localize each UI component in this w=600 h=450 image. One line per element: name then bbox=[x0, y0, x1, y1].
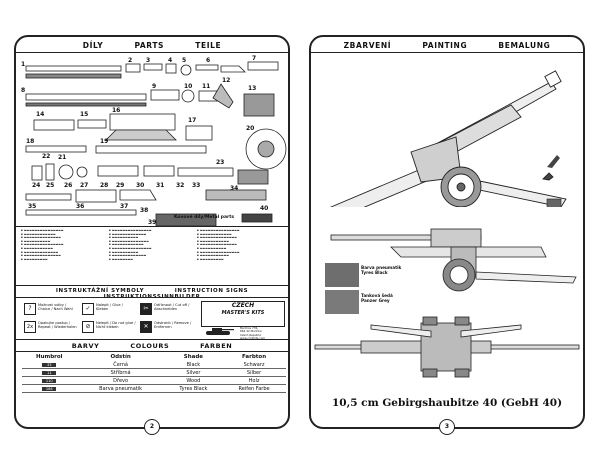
colours-header-cz: BARVY bbox=[71, 342, 100, 350]
svg-text:11: 11 bbox=[202, 83, 211, 90]
svg-text:40: 40 bbox=[260, 205, 269, 212]
symbols-header-de: INSTRUKTIONSSINNBILDER bbox=[103, 294, 201, 300]
svg-text:35: 35 bbox=[28, 203, 37, 210]
tank-logo-icon bbox=[204, 327, 234, 337]
parts-header bbox=[16, 41, 288, 50]
svg-text:16: 16 bbox=[112, 107, 121, 114]
svg-text:21: 21 bbox=[58, 154, 67, 161]
shade-de: Reifen Farbe bbox=[222, 385, 286, 393]
svg-text:36: 36 bbox=[76, 203, 85, 210]
shade-cz: Stříbrná bbox=[77, 369, 165, 377]
svg-text:10: 10 bbox=[184, 83, 193, 90]
shade-en: Black bbox=[165, 361, 222, 369]
howitzer-perspective-drawing bbox=[311, 57, 583, 207]
svg-text:18: 18 bbox=[26, 138, 35, 145]
svg-text:27: 27 bbox=[80, 182, 89, 189]
tyres-black-swatch bbox=[325, 263, 359, 287]
svg-text:38: 38 bbox=[140, 207, 149, 214]
page-number: 3 bbox=[439, 419, 455, 435]
shade-en: Tyres Black bbox=[165, 385, 222, 393]
humbrol-code: 11 bbox=[42, 371, 56, 375]
header-de: BEMALUNG bbox=[498, 41, 551, 50]
address-line: Czech Republic bbox=[240, 332, 262, 337]
svg-text:34: 34 bbox=[230, 185, 239, 192]
symbol-label: Odříznout / Cut off / Abschneiden bbox=[154, 303, 190, 311]
shade-cz: Dřevo bbox=[77, 377, 165, 385]
parts-diagram bbox=[16, 54, 288, 226]
cut-off-icon: ✂ bbox=[140, 303, 152, 315]
instructions-de: ▪ ▬▬▬▬▬▬▬▬▬▬▬▬▬▬▬ ▪ ▬▬▬▬▬▬▬▬▬▬▬▬ ▪ ▬▬▬▬▬▬▬▬▬▬▬▬▬▬ ▪ ▬▬▬▬▬▬▬▬▬▬▬ ▪ ▬▬▬▬▬▬▬▬▬▬▬▬▬▬ ▪ ▬▬▬▬▬▬▬▬▬▬ ▪ ▬▬▬▬▬▬▬▬▬▬▬▬▬▬▬ ▪ ▬▬▬▬▬▬▬▬▬▬▬ ▪ ▬▬▬▬▬▬▬▬▬ bbox=[197, 228, 240, 261]
instructions-cz: ▪ ▬▬▬▬▬▬▬▬▬▬▬▬▬▬▬ ▪ ▬▬▬▬▬▬▬▬▬▬▬▬ ▪ ▬▬▬▬▬▬▬▬▬▬▬▬▬▬ ▪ ▬▬▬▬▬▬▬▬▬▬ ▪ ▬▬▬▬▬▬▬▬▬▬▬▬▬▬▬ ▪ ▬▬▬▬▬▬▬▬▬▬▬ ▪ ▬▬▬▬▬▬▬▬▬▬▬▬▬ ▪ ▬▬▬▬▬▬▬▬▬▬▬▬▬▬ ▪ ▬▬▬▬▬▬▬▬▬ bbox=[21, 228, 64, 261]
symbol-label: Odstranit / Remove / Entfernen bbox=[154, 321, 192, 329]
instructions-en: ▪ ▬▬▬▬▬▬▬▬▬▬▬▬▬▬▬ ▪ ▬▬▬▬▬▬▬▬▬▬▬▬▬ ▪ ▬▬▬▬▬▬▬▬▬▬ ▪ ▬▬▬▬▬▬▬▬▬▬▬▬▬▬ ▪ ▬▬▬▬▬▬▬▬▬▬▬▬ ▪ ▬▬▬▬▬▬▬▬▬▬▬▬▬▬▬ ▪ ▬▬▬▬▬▬▬▬▬▬ ▪ ▬▬▬▬▬▬▬▬▬▬▬▬▬ ▪ ▬▬▬▬▬▬▬▬ bbox=[109, 228, 152, 261]
svg-text:32: 32 bbox=[176, 182, 185, 189]
svg-text:2: 2 bbox=[128, 57, 133, 64]
page-number: 2 bbox=[144, 419, 160, 435]
painting-header bbox=[311, 41, 583, 50]
header-de: TEILE bbox=[195, 41, 222, 50]
column-header: Farbton bbox=[241, 354, 267, 360]
shade-de: Silber bbox=[222, 369, 286, 377]
humbrol-code: 110 bbox=[42, 379, 56, 383]
svg-text:5: 5 bbox=[182, 57, 187, 64]
svg-text:20: 20 bbox=[246, 125, 255, 132]
table-row bbox=[22, 377, 286, 385]
model-title: 10,5 cm Gebirgshaubitze 40 (GebH 40) bbox=[331, 397, 563, 409]
colours-header bbox=[16, 342, 288, 350]
column-header: Humbrol bbox=[35, 354, 63, 360]
svg-text:4: 4 bbox=[168, 57, 173, 64]
svg-text:22: 22 bbox=[42, 153, 51, 160]
symbol-label: Opakujte postup / Repeat / Wiederholen bbox=[38, 321, 77, 329]
header-rule bbox=[311, 52, 583, 53]
svg-text:37: 37 bbox=[120, 203, 129, 210]
repeat-icon: 2x bbox=[24, 321, 36, 333]
shade-de: Schwarz bbox=[222, 361, 286, 369]
text-section-rule bbox=[16, 226, 288, 227]
shade-en: Silver bbox=[165, 369, 222, 377]
symbol-label: Možnost volby / Choice / Nach Wahl bbox=[38, 303, 73, 311]
swatch-label-en: Panzer Grey bbox=[361, 298, 390, 303]
header-cz: DÍLY bbox=[82, 41, 104, 50]
table-row bbox=[22, 361, 286, 369]
svg-text:3: 3 bbox=[146, 57, 151, 64]
svg-text:14: 14 bbox=[36, 111, 45, 118]
svg-text:13: 13 bbox=[248, 85, 257, 92]
shade-cz: Černá bbox=[77, 361, 165, 369]
symbols-header-rule bbox=[16, 297, 288, 298]
svg-text:25: 25 bbox=[46, 182, 55, 189]
svg-text:15: 15 bbox=[80, 111, 89, 118]
no-glue-icon: ⊘ bbox=[82, 321, 94, 333]
svg-text:26: 26 bbox=[64, 182, 73, 189]
svg-text:6: 6 bbox=[206, 57, 211, 64]
svg-text:7: 7 bbox=[252, 55, 257, 62]
svg-text:39: 39 bbox=[148, 219, 157, 226]
shade-de: Holz bbox=[222, 377, 286, 385]
symbols-header-cz: INSTRUKTÁŽNÍ SYMBOLY bbox=[55, 288, 145, 294]
czech-masters-kits-logo bbox=[201, 301, 285, 327]
symbol-label: Nalepit / Glue / Kleben bbox=[96, 303, 123, 311]
svg-text:23: 23 bbox=[216, 159, 225, 166]
svg-text:30: 30 bbox=[136, 182, 145, 189]
swatch-label bbox=[361, 293, 393, 303]
colours-header-rule bbox=[16, 351, 288, 352]
swatch-label-en: Tyres Black bbox=[361, 270, 388, 275]
remove-icon: ✕ bbox=[140, 321, 152, 333]
painting-page bbox=[309, 35, 585, 429]
svg-text:17: 17 bbox=[188, 117, 197, 124]
address-line: Modřice 776, bbox=[240, 326, 259, 330]
svg-text:12: 12 bbox=[222, 77, 231, 84]
howitzer-top-view-drawing bbox=[311, 311, 583, 391]
humbrol-code: 33 bbox=[42, 363, 56, 367]
colours-header-en: COLOURS bbox=[130, 342, 170, 350]
humbrol-code: 164 bbox=[42, 387, 56, 391]
symbols-header-en: INSTRUCTION SIGNS bbox=[174, 288, 249, 294]
column-header: Odstín bbox=[110, 354, 131, 360]
swatch-label-cz: Tanková šedá bbox=[361, 293, 393, 298]
header-rule bbox=[16, 52, 288, 53]
paint-table bbox=[22, 353, 286, 393]
symbol-label: Nelepit / Do not glue / Nicht kleben bbox=[96, 321, 136, 329]
shade-en: Wood bbox=[165, 377, 222, 385]
symbols-header bbox=[16, 288, 288, 300]
address-line: www.cmkkits.com bbox=[240, 336, 266, 341]
header-cz: ZBARVENÍ bbox=[343, 41, 392, 50]
parts-page bbox=[14, 35, 290, 429]
address-line: 664 42 Modřice bbox=[240, 329, 262, 334]
column-header: Shade bbox=[183, 354, 204, 360]
svg-text:33: 33 bbox=[192, 182, 201, 189]
header-en: PAINTING bbox=[422, 41, 468, 50]
table-row bbox=[22, 369, 286, 377]
svg-text:19: 19 bbox=[100, 138, 109, 145]
shade-cz: Barva pneumatik bbox=[77, 385, 165, 393]
logo-line1: CZECH bbox=[231, 302, 255, 309]
logo-line2: MASTER'S KITS bbox=[221, 310, 265, 316]
svg-text:1: 1 bbox=[21, 61, 26, 68]
colours-header-de: FARBEN bbox=[200, 342, 233, 350]
metal-parts-label: Kovové díly/Metal parts bbox=[174, 215, 235, 220]
symbols-rule bbox=[16, 285, 288, 286]
header-en: PARTS bbox=[134, 41, 165, 50]
swatch-label bbox=[361, 265, 401, 275]
svg-text:8: 8 bbox=[21, 87, 26, 94]
svg-text:31: 31 bbox=[156, 182, 165, 189]
swatch-label-cz: Barva pneumatik bbox=[361, 265, 402, 270]
svg-text:28: 28 bbox=[100, 182, 109, 189]
choice-icon: ? bbox=[24, 303, 36, 315]
svg-text:9: 9 bbox=[152, 83, 157, 90]
svg-text:24: 24 bbox=[32, 182, 41, 189]
table-row bbox=[22, 385, 286, 393]
glue-icon: ✓ bbox=[82, 303, 94, 315]
svg-text:29: 29 bbox=[116, 182, 125, 189]
